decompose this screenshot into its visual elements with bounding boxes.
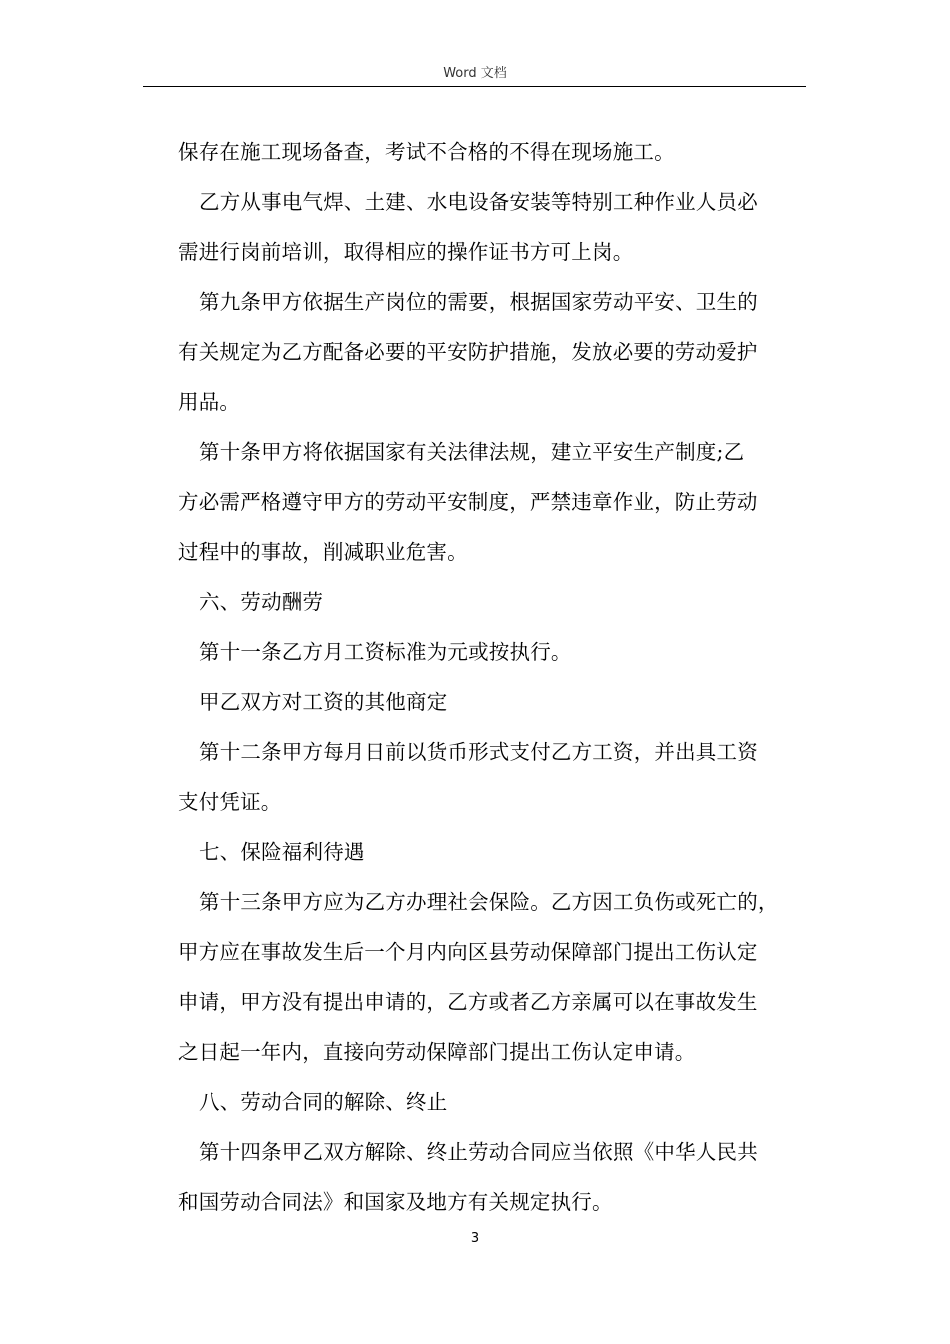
text-line: 六、劳动酬劳 bbox=[199, 590, 324, 614]
text-line: 第十四条甲乙双方解除、终止劳动合同应当依照《中华人民共 bbox=[199, 1140, 758, 1164]
text-line: 之日起一年内，直接向劳动保障部门提出工伤认定申请。 bbox=[178, 1040, 696, 1064]
text-line: 申请，甲方没有提出申请的，乙方或者乙方亲属可以在事故发生 bbox=[178, 990, 758, 1014]
text-line: 第九条甲方依据生产岗位的需要，根据国家劳动平安、卫生的 bbox=[199, 290, 758, 314]
text-line: 支付凭证。 bbox=[178, 790, 282, 814]
text-line: 过程中的事故，削减职业危害。 bbox=[178, 540, 468, 564]
text-line: 需进行岗前培训，取得相应的操作证书方可上岗。 bbox=[178, 240, 634, 264]
text-line: 第十条甲方将依据国家有关法律法规，建立平安生产制度;乙 bbox=[199, 440, 745, 464]
document-body bbox=[178, 127, 808, 1227]
page-header: Word 文档 bbox=[443, 66, 507, 81]
text-line: 第十一条乙方月工资标准为元或按执行。 bbox=[199, 640, 572, 664]
text-line: 和国劳动合同法》和国家及地方有关规定执行。 bbox=[178, 1190, 613, 1214]
page-number: 3 bbox=[470, 1231, 480, 1246]
text-line: 八、劳动合同的解除、终止 bbox=[199, 1090, 448, 1114]
text-line: 乙方从事电气焊、土建、水电设备安装等特别工种作业人员必 bbox=[199, 190, 758, 214]
text-line: 甲乙双方对工资的其他商定 bbox=[199, 690, 448, 714]
text-line: 用品。 bbox=[178, 390, 241, 414]
text-line: 保存在施工现场备查，考试不合格的不得在现场施工。 bbox=[178, 140, 675, 164]
text-line: 有关规定为乙方配备必要的平安防护措施，发放必要的劳动爱护 bbox=[178, 340, 758, 364]
text-line: 第十三条甲方应为乙方办理社会保险。乙方因工负伤或死亡的， bbox=[199, 890, 779, 914]
text-line: 甲方应在事故发生后一个月内向区县劳动保障部门提出工伤认定 bbox=[178, 940, 758, 964]
text-line: 七、保险福利待遇 bbox=[199, 840, 365, 864]
text-line: 方必需严格遵守甲方的劳动平安制度，严禁违章作业，防止劳动 bbox=[178, 490, 758, 514]
text-line: 第十二条甲方每月日前以货币形式支付乙方工资，并出具工资 bbox=[199, 740, 758, 764]
header-divider bbox=[143, 86, 806, 87]
